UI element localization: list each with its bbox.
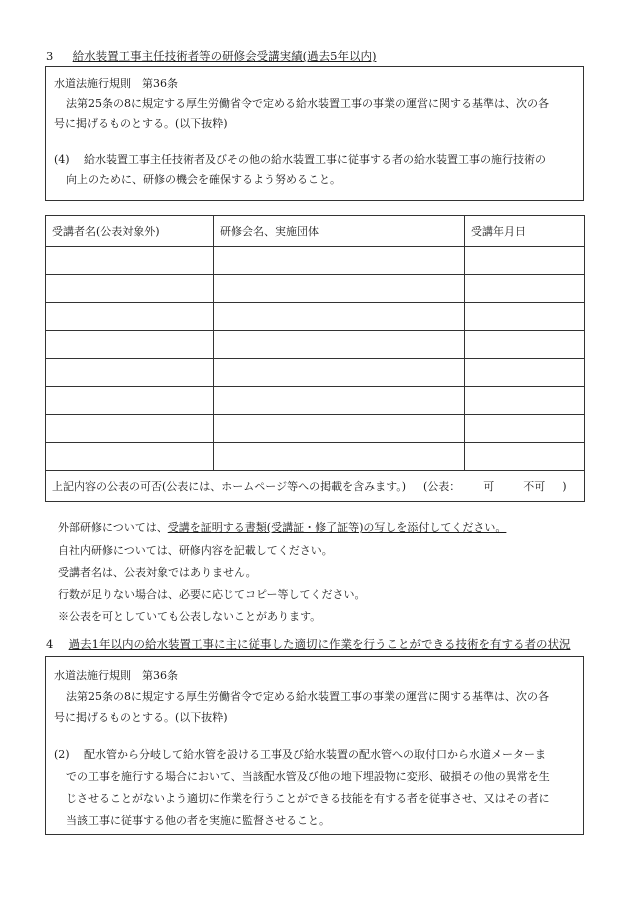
section-4-rule-box (45, 656, 584, 835)
course-name-cell[interactable] (214, 247, 465, 275)
publication-option-label: (公表： (422, 480, 461, 493)
note-publication-disclaimer: ※公表を可としていても公表しないことがあります。 (58, 610, 322, 623)
table-row (46, 331, 585, 359)
course-name-cell[interactable] (214, 331, 465, 359)
table-row (46, 387, 585, 415)
rule-line-1: 法第25条の8に規定する厚生労働省令で定める給水装置工事の事業の運営に関する基準は、次の各 (66, 690, 549, 703)
attendee-name-cell[interactable] (46, 303, 214, 331)
rule-line-2: 号に掲げるものとする。(以下抜粋) (54, 711, 228, 724)
rule-item-label: (2) (54, 748, 70, 761)
publication-yes-option[interactable]: 可 (483, 480, 495, 493)
course-name-cell[interactable] (214, 359, 465, 387)
attendee-name-cell[interactable] (46, 387, 214, 415)
attendance-date-cell[interactable] (465, 247, 585, 275)
course-name-cell[interactable] (214, 443, 465, 471)
course-name-cell[interactable] (214, 275, 465, 303)
attendee-name-cell[interactable] (46, 331, 214, 359)
publication-consent-text: 上記内容の公表の可否(公表には、ホームページ等への掲載を含みます。) (52, 480, 406, 493)
rule-item-label: (4) (54, 153, 70, 166)
table-row (46, 303, 585, 331)
section-4-heading (46, 636, 570, 652)
section-3-title: 給水装置工事主任技術者等の研修会受講実績(過去5年以内) (72, 49, 377, 63)
table-header-row (46, 216, 585, 247)
training-records-table (45, 215, 585, 502)
attendance-date-cell[interactable] (465, 275, 585, 303)
header-attendance-date: 受講年月日 (465, 216, 585, 247)
note-external-training (58, 519, 506, 535)
table-row (46, 443, 585, 471)
publication-consent-row (46, 471, 585, 502)
attendee-name-cell[interactable] (46, 247, 214, 275)
note-insufficient-rows: 行数が足りない場合は、必要に応じてコピー等してください。 (58, 588, 366, 601)
publication-option-close: ) (562, 480, 567, 493)
course-name-cell[interactable] (214, 303, 465, 331)
note-internal-training: 自社内研修については、研修内容を記載してください。 (58, 544, 333, 557)
rule-line-2: 号に掲げるものとする。(以下抜粋) (54, 117, 228, 130)
attendance-date-cell[interactable] (465, 387, 585, 415)
attendance-date-cell[interactable] (465, 415, 585, 443)
attendee-name-cell[interactable] (46, 415, 214, 443)
course-name-cell[interactable] (214, 387, 465, 415)
section-3-rule-box (45, 66, 584, 201)
section-4-title: 過去1年以内の給水装置工事に主に従事した適切に作業を行うことができる技術を有する者の状況 (68, 637, 571, 651)
table-row (46, 275, 585, 303)
rule-title: 水道法施行規則 第36条 (54, 669, 178, 682)
note-1-underlined: 受講を証明する書類(受講証・修了証等)の写しを添付してください。 (167, 521, 507, 534)
section-4-number: 4 (46, 637, 54, 651)
publication-no-option[interactable]: 不可 (523, 480, 546, 493)
attendee-name-cell[interactable] (46, 359, 214, 387)
attendance-date-cell[interactable] (465, 331, 585, 359)
rule-line-1: 法第25条の8に規定する厚生労働省令で定める給水装置工事の事業の運営に関する基準は、次の各 (66, 97, 549, 110)
publication-consent-cell (46, 471, 585, 502)
header-attendee-name: 受講者名(公表対象外) (46, 216, 214, 247)
attendance-date-cell[interactable] (465, 303, 585, 331)
attendee-name-cell[interactable] (46, 275, 214, 303)
course-name-cell[interactable] (214, 415, 465, 443)
rule-title: 水道法施行規則 第36条 (54, 77, 178, 90)
attendance-date-cell[interactable] (465, 443, 585, 471)
rule-item-line-3: じさせることがないよう適切に作業を行うことができる技能を有する者を従事させ、又はその者に (66, 792, 550, 805)
rule-item-line-2: 向上のために、研修の機会を確保するよう努めること。 (66, 173, 341, 186)
section-3-heading (46, 48, 376, 64)
rule-item-line-2: での工事を施行する場合において、当該配水管及び他の地下埋設物に変形、破損その他の異常を生 (66, 770, 550, 783)
note-1-prefix: 外部研修については、 (58, 521, 168, 534)
attendance-date-cell[interactable] (465, 359, 585, 387)
rule-item-line-4: 当該工事に従事する他の者を実施に監督させること。 (66, 814, 330, 827)
note-attendee-name: 受講者名は、公表対象ではありません。 (58, 566, 257, 579)
attendee-name-cell[interactable] (46, 443, 214, 471)
section-3-number: 3 (46, 49, 54, 63)
table-row (46, 359, 585, 387)
rule-item-line-1: 配水管から分岐して給水管を設ける工事及び給水装置の配水管への取付口から水道メーターま (84, 748, 546, 761)
table-row (46, 247, 585, 275)
rule-item-line-1: 給水装置工事主任技術者及びその他の給水装置工事に従事する者の給水装置工事の施行技術の (84, 153, 546, 166)
header-course-name: 研修会名、実施団体 (214, 216, 465, 247)
table-row (46, 415, 585, 443)
